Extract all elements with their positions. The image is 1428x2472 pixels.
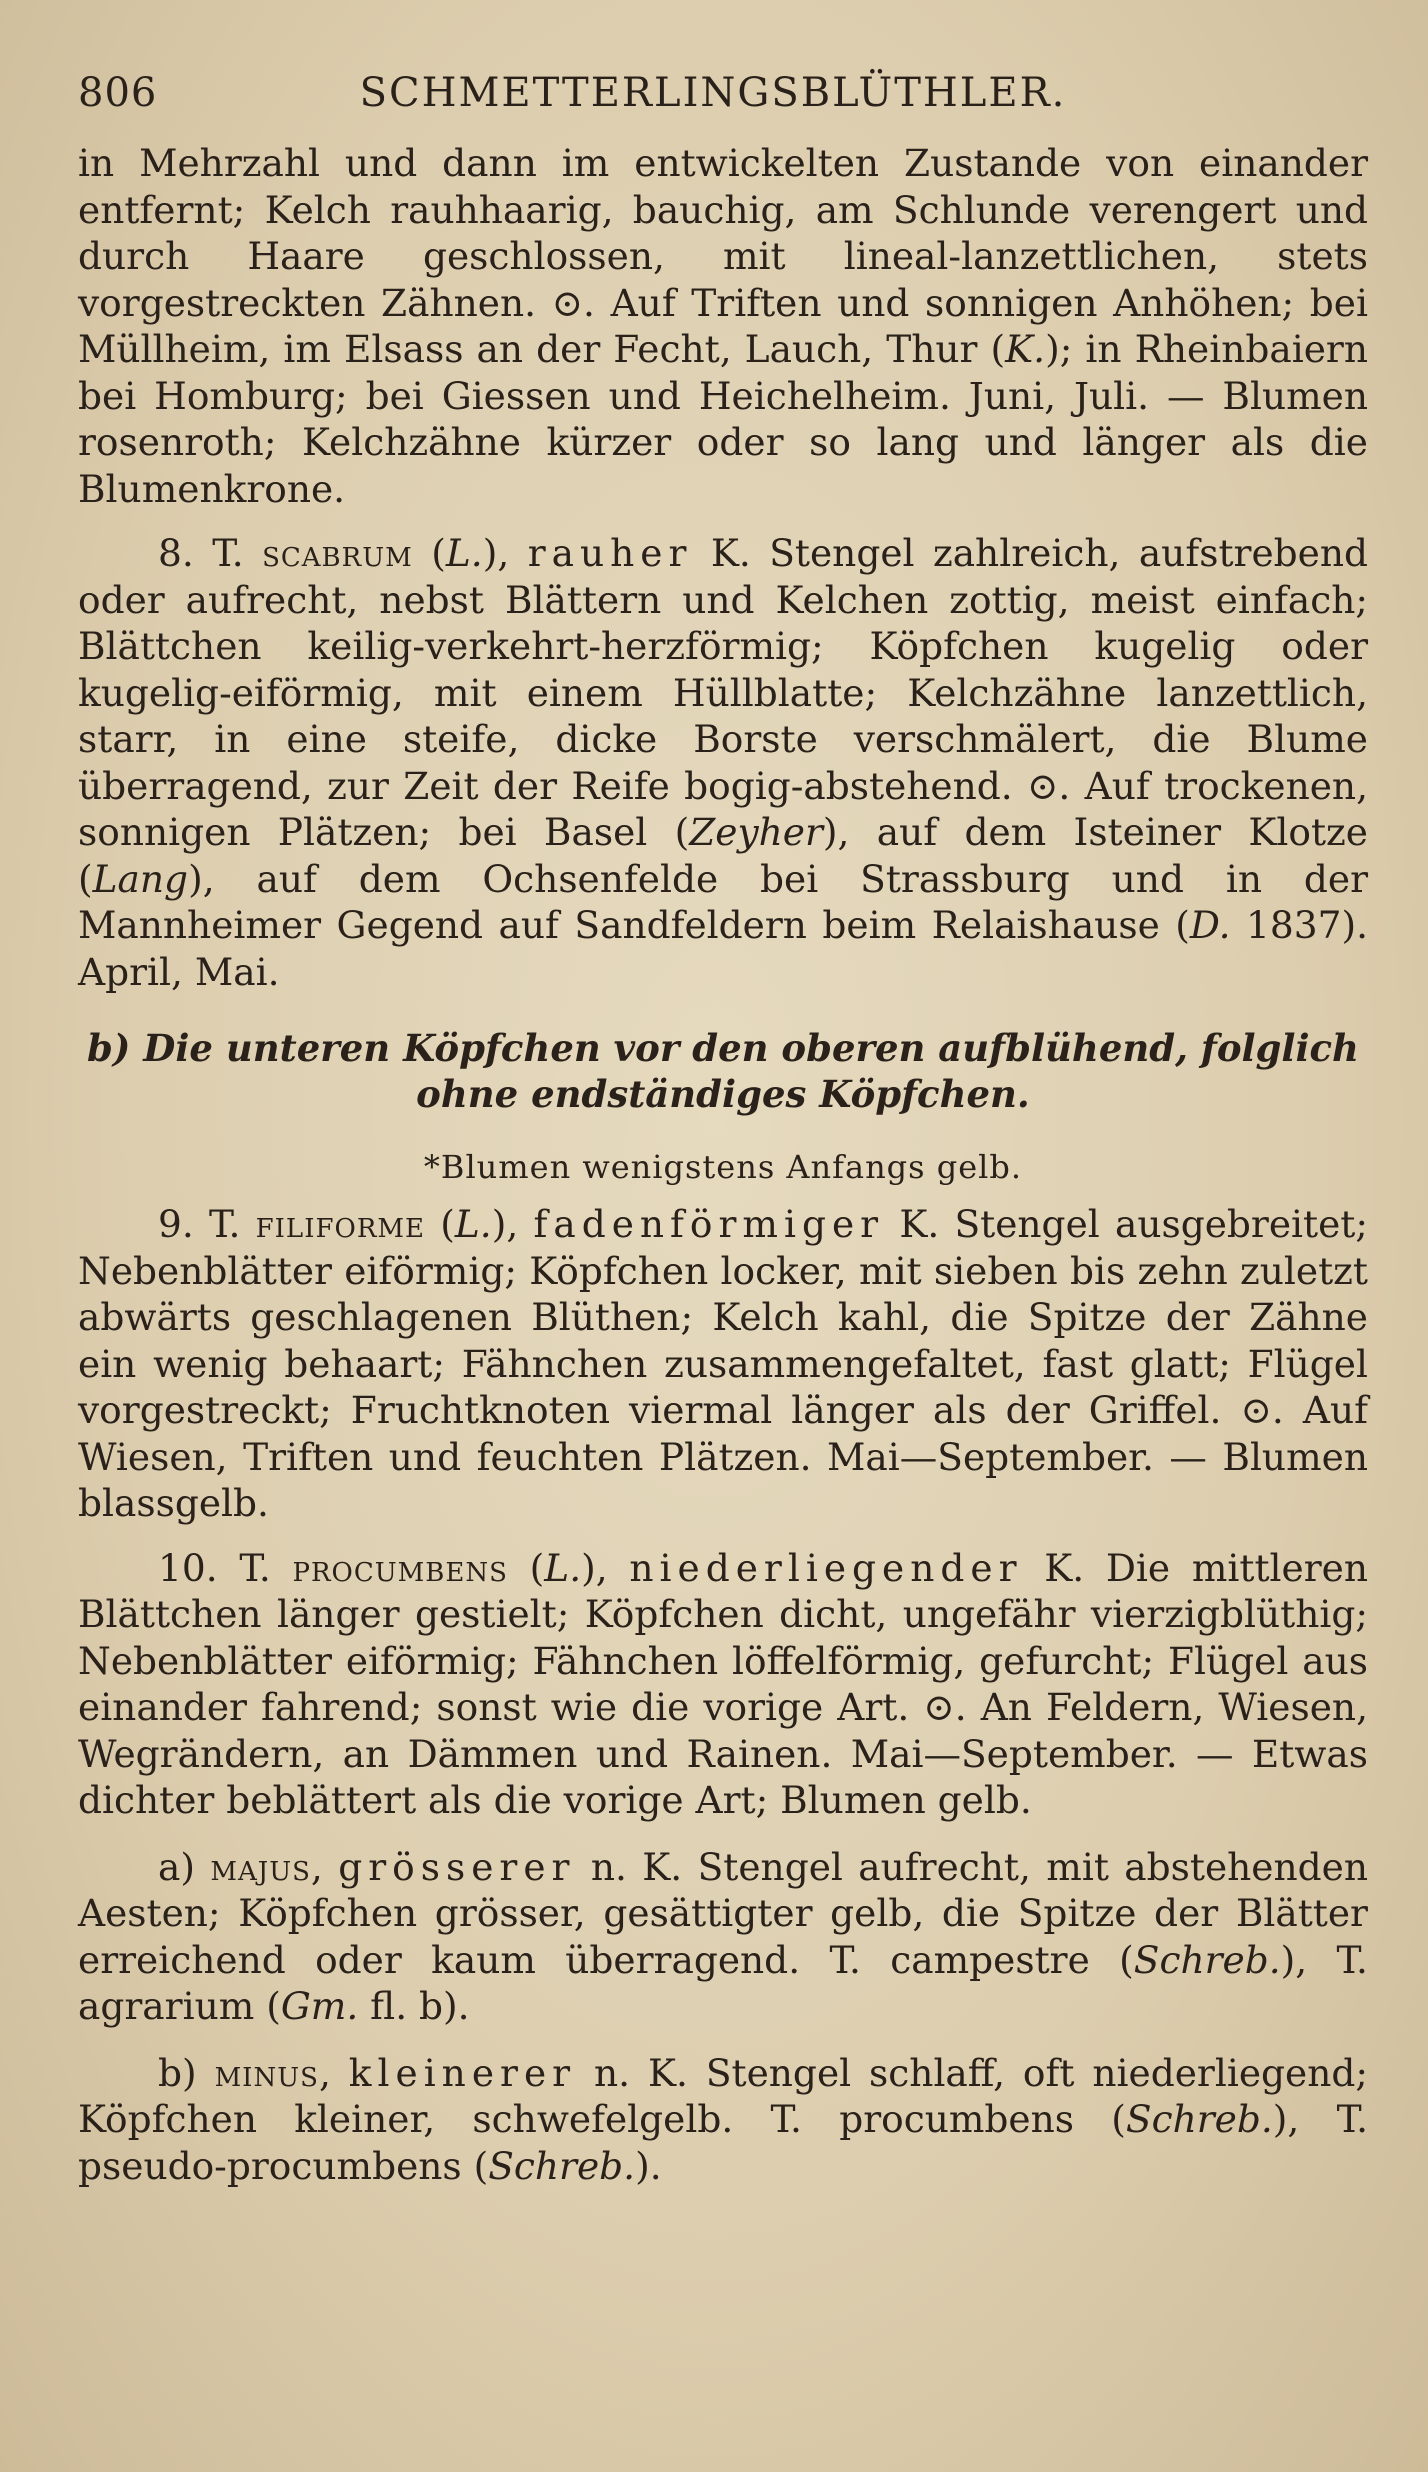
entry-number: 10. T.: [158, 1545, 293, 1590]
entry-trifolium-filiforme: [78, 1201, 1368, 1527]
variety-minus: [78, 2050, 1368, 2190]
author: L.: [445, 531, 483, 575]
author: L.: [454, 1202, 492, 1246]
text: K. Stengel zahlreich, aufstrebend oder aufrecht, nebst Blättern und Kelchen zottig, meist einfach; Blättchen keilig-verkehrt-herzförmig; Köpfchen kugelig oder kugelig-eiförmig, mit einem Hüllblatte; Kelchzähne lanzettlich, starr, in eine steife, dicke Borste verschmälert, die Blume überragend, zur Zeit der Reife bogig-abstehend. ⊙. Auf trockenen, sonnigen Plätzen; bei Basel (: [78, 531, 1368, 854]
author: Schreb.: [488, 2143, 636, 2188]
text: 1837). April, Mai.: [78, 903, 1368, 994]
variety-letter: b): [158, 2050, 215, 2095]
text: in Mehrzahl und dann im entwickelten Zustande von einander entfernt; Kelch rauhhaarig, bauchig, am Schlunde verengert und durch Haare geschlossen, mit lineal-lanzettlichen, stets vorgestreckten Zähnen. ⊙. Auf Triften und sonnigen Anhöhen; bei Müllheim, im Elsass an der Fecht, Lauch, Thur (: [78, 141, 1368, 371]
page-number: 806: [78, 70, 158, 116]
common-name: niederliegender: [629, 1545, 1023, 1590]
variety-name: minus: [214, 2050, 319, 2095]
text: K.: [1005, 327, 1046, 371]
entry-trifolium-scabrum: [78, 530, 1368, 995]
text: ,: [318, 2050, 349, 2095]
variety-letter: a): [158, 1844, 211, 1889]
text: ); in Rheinbaiern bei Homburg; bei Giessen und Heichelheim. Juni, Juli. — Blumen rosenroth; Kelchzähne kürzer oder so lang und länger als die Blumenkrone.: [78, 327, 1368, 511]
page: [78, 70, 1368, 2189]
text: Zeyher: [689, 810, 823, 854]
author: L.: [544, 1545, 582, 1590]
species-name: scabrum: [262, 531, 413, 575]
text: ).: [635, 2143, 662, 2188]
text: K. Die mittleren Blättchen länger gestielt; Köpfchen dicht, ungefähr vierzigblüthig; Nebenblätter eiförmig; Fähnchen löffelförmig, gefurcht; Flügel aus einander fahrend; sonst wie die vorige Art. ⊙. An Feldern, Wiesen, Wegrändern, an Dämmen und Rainen. Mai—September. — Etwas dichter beblättert als die vorige Art; Blumen gelb.: [78, 1545, 1368, 1822]
common-name: grösserer: [338, 1844, 576, 1889]
text: ),: [491, 1202, 534, 1246]
species-name: procumbens: [292, 1545, 508, 1590]
running-title: SCHMETTERLINGSBLÜTHLER.: [359, 70, 1067, 116]
author: Schreb.: [1133, 1937, 1281, 1982]
text: fl. b).: [358, 1984, 470, 2028]
text: ),: [482, 531, 528, 575]
text: ), auf dem Isteiner Klotze (: [78, 810, 1368, 901]
text: ), T. pseudo-procumbens (: [78, 2097, 1368, 2188]
entry-number: 9. T.: [158, 1202, 256, 1246]
common-name: kleinerer: [348, 2050, 577, 2095]
variety-name: majus: [210, 1844, 311, 1889]
paragraph-continuation: [78, 140, 1368, 512]
text: D.: [1189, 903, 1231, 947]
common-name: rauher: [527, 531, 693, 575]
text: Lang: [92, 856, 189, 901]
text: (: [507, 1545, 545, 1590]
species-name: filiforme: [255, 1202, 426, 1246]
text: K. Stengel ausgebreitet; Nebenblätter eiförmig; Köpfchen locker, mit sieben bis zehn zuletzt abwärts geschlagenen Blüthen; Kelch kahl, die Spitze der Zähne ein wenig behaart; Fähnchen zusammengefaltet, fast glatt; Flügel vorgestreckt; Fruchtknoten viermal länger als der Griffel. ⊙. Auf Wiesen, Triften und feuchten Plätzen. Mai—September. — Blumen blassgelb.: [78, 1202, 1368, 1525]
text: (: [412, 531, 446, 575]
author: Schreb.: [1125, 2097, 1273, 2141]
entry-trifolium-procumbens: [78, 1545, 1368, 1824]
text: ,: [310, 1844, 339, 1889]
text: ), auf dem Ochsenfelde bei Strassburg und in der Mannheimer Gegend auf Sandfeldern beim Relaishause (: [78, 856, 1368, 947]
subsection-heading: *Blumen wenigstens Anfangs gelb.: [423, 1148, 1023, 1186]
entry-number: 8. T.: [158, 531, 263, 575]
text: (: [425, 1202, 455, 1246]
text: ), T. agrarium (: [78, 1937, 1368, 2028]
text: n. K. Stengel aufrecht, mit abstehenden Aesten; Köpfchen grösser, gesättigter gelb, die Spitze der Blätter erreichend oder kaum überragend. T. campestre (: [78, 1844, 1368, 1982]
author: Gm.: [280, 1984, 359, 2028]
variety-majus: [78, 1844, 1368, 2030]
text: ),: [581, 1545, 630, 1590]
running-head: [78, 70, 1368, 140]
common-name: fadenförmiger: [533, 1202, 885, 1246]
section-heading: b) Die unteren Köpfchen vor den oberen aufblühend, folglich ohne endständiges Köpfchen.: [87, 1026, 1359, 1116]
text: n. K. Stengel schlaff, oft niederliegend; Köpfchen kleiner, schwefelgelb. T. procumbens (: [78, 2050, 1369, 2141]
